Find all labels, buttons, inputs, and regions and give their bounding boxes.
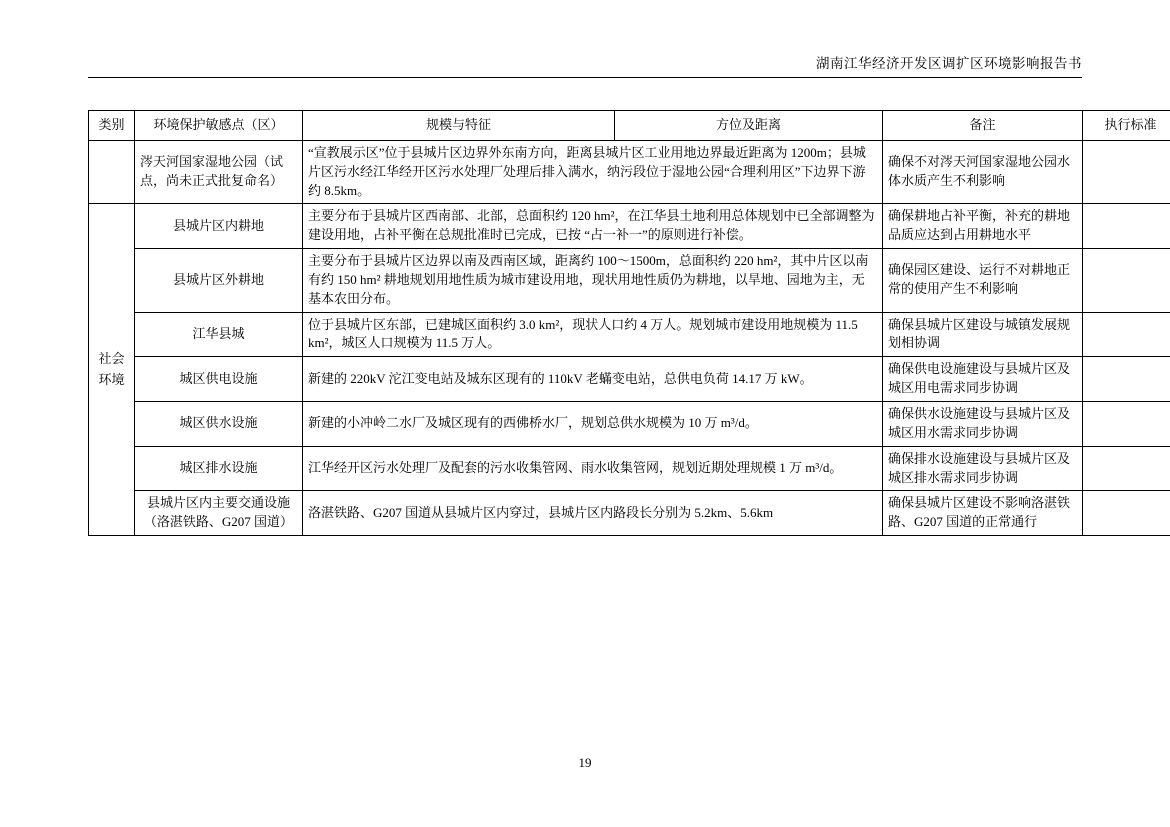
cell-standard (1083, 401, 1170, 446)
cell-sensitive-point: 城区排水设施 (135, 446, 303, 491)
cell-note: 确保园区建设、运行不对耕地正常的使用产生不利影响 (883, 249, 1083, 313)
cell-sensitive-point: 江华县城 (135, 312, 303, 357)
page-number: 19 (578, 755, 592, 770)
cell-scale-direction: 主要分布于县城片区西南部、北部，总面积约 120 hm²，在江华县土地利用总体规划中已全部调整为建设用地，占补平衡在总规批准时已完成，已按 “占一补一”的原则进行补偿。 (303, 204, 883, 249)
column-header-category: 类别 (89, 111, 135, 141)
table-row (89, 401, 1170, 446)
column-header-scale: 规模与特征 (303, 111, 615, 141)
cell-standard (1083, 446, 1170, 491)
table-header-row (89, 111, 1170, 141)
cell-scale-direction: 新建的小冲岭二水厂及城区现有的西佛桥水厂，规划总供水规模为 10 万 m³/d。 (303, 401, 883, 446)
page-header-title: 湖南江华经济开发区调扩区环境影响报告书 (816, 56, 1082, 71)
cell-scale-direction: 洛湛铁路、G207 国道从县城片区内穿过，县城片区内路段长分别为 5.2km、5.6km (303, 491, 883, 536)
cell-standard (1083, 357, 1170, 402)
cell-sensitive-point: 城区供电设施 (135, 357, 303, 402)
cell-sensitive-point: 涔天河国家湿地公园（试点，尚未正式批复命名） (135, 140, 303, 204)
cell-note: 确保耕地占补平衡，补充的耕地品质应达到占用耕地水平 (883, 204, 1083, 249)
cell-category-empty (89, 140, 135, 204)
column-header-sensitive-point: 环境保护敏感点（区） (135, 111, 303, 141)
column-header-note: 备注 (883, 111, 1083, 141)
cell-scale-direction: 江华经开区污水处理厂及配套的污水收集管网、雨水收集管网，规划近期处理规模 1 万 m³/d。 (303, 446, 883, 491)
cell-standard (1083, 140, 1170, 204)
cell-standard (1083, 249, 1170, 313)
cell-scale-direction: 位于县城片区东部，已建城区面积约 3.0 km²，现状人口约 4 万人。规划城市建设用地规模为 11.5 km²，城区人口规模为 11.5 万人。 (303, 312, 883, 357)
cell-standard (1083, 491, 1170, 536)
cell-sensitive-point: 城区供水设施 (135, 401, 303, 446)
cell-standard (1083, 312, 1170, 357)
table-header (89, 111, 1170, 141)
cell-note: 确保县城片区建设与城镇发展规划相协调 (883, 312, 1083, 357)
table-row (89, 357, 1170, 402)
cell-sensitive-point: 县城片区内耕地 (135, 204, 303, 249)
column-header-standard: 执行标准 (1083, 111, 1170, 141)
table-row (89, 446, 1170, 491)
cell-note: 确保排水设施建设与县城片区及城区排水需求同步协调 (883, 446, 1083, 491)
cell-note: 确保县城片区建设不影响洛湛铁路、G207 国道的正常通行 (883, 491, 1083, 536)
table-body (89, 140, 1170, 535)
cell-note: 确保不对涔天河国家湿地公园水体水质产生不利影响 (883, 140, 1083, 204)
cell-scale-direction: “宣教展示区”位于县城片区边界外东南方向，距离县城片区工业用地边界最近距离为 1200m；县城片区污水经江华经开区污水处理厂处理后排入满水，纳污段位于湿地公园“合理利用区”下边界下游约 8.5km。 (303, 140, 883, 204)
cell-sensitive-point: 县城片区外耕地 (135, 249, 303, 313)
cell-category-social-environment: 社会环境 (89, 204, 135, 536)
cell-note: 确保供电设施建设与县城片区及城区用电需求同步协调 (883, 357, 1083, 402)
cell-scale-direction: 新建的 220kV 沱江变电站及城东区现有的 110kV 老蟎变电站，总供电负荷 14.17 万 kW。 (303, 357, 883, 402)
table-row (89, 491, 1170, 536)
column-header-direction: 方位及距离 (615, 111, 883, 141)
header-divider (88, 77, 1082, 78)
cell-note: 确保供水设施建设与县城片区及城区用水需求同步协调 (883, 401, 1083, 446)
table-row (89, 312, 1170, 357)
cell-scale-direction: 主要分布于县城片区边界以南及西南区域，距离约 100～1500m，总面积约 220 hm²，其中片区以南有约 150 hm² 耕地规划用地性质为城市建设用地，现状用地性质仍为耕地，以旱地、园地为主，无基本农田分布。 (303, 249, 883, 313)
cell-standard (1083, 204, 1170, 249)
table-row (89, 249, 1170, 313)
table-row (89, 140, 1170, 204)
environmental-sensitive-points-table (88, 110, 1170, 536)
table-row (89, 204, 1170, 249)
cell-sensitive-point: 县城片区内主要交通设施（洛湛铁路、G207 国道） (135, 491, 303, 536)
